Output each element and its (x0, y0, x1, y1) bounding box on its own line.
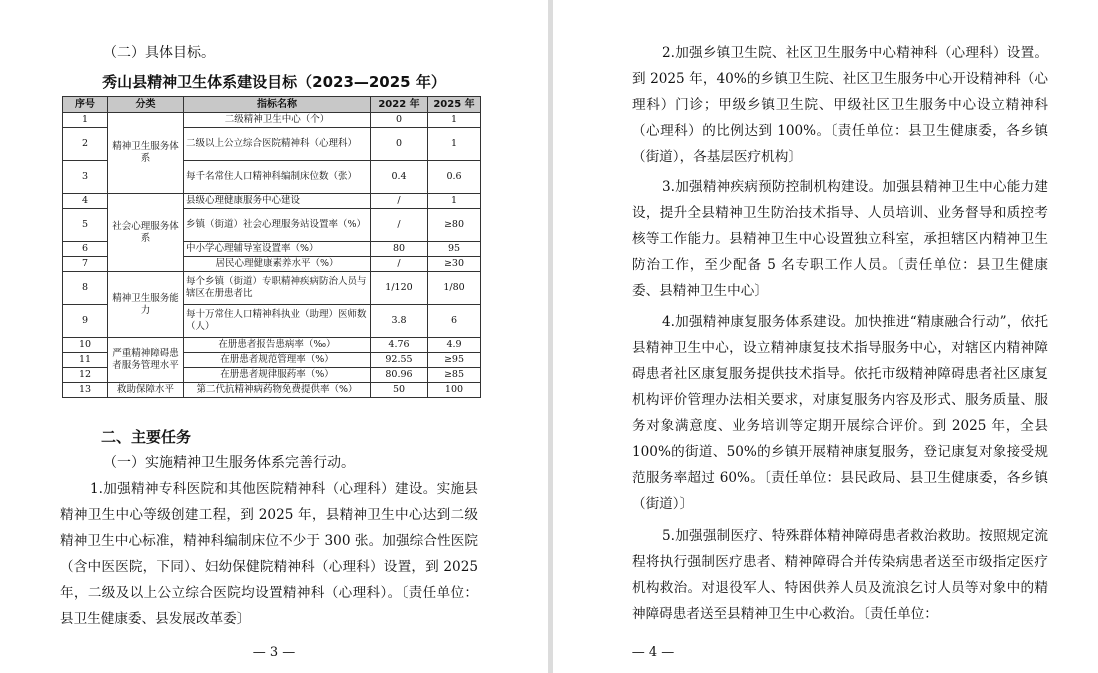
value-2025: 1 (428, 128, 481, 161)
row-no: 11 (63, 353, 108, 368)
category-cell: 严重精神障碍患者服务管理水平 (108, 338, 184, 383)
row-no: 10 (63, 338, 108, 353)
indicator-name: 二级精神卫生中心（个） (184, 113, 371, 128)
category-cell: 精神卫生服务体系 (108, 113, 184, 194)
indicator-name: 每十万常住人口精神科执业（助理）医师数（人） (184, 305, 371, 338)
row-no: 9 (63, 305, 108, 338)
paragraph-4: 4.加强精神康复服务体系建设。加快推进“精康融合行动”，依托县精神卫生中心，设立精神康复技术指导服务中心，对辖区内精神障碍患者社区康复服务提供技术指导。依托市级精神障碍患者社区康复机构评价管理办法相关要求，对康复服务内容及形式、服务质量、服务对象满意度、业务培训等定期开展综合评价。到 2025 年，全县 100%的街道、50%的乡镇开展精神康复服务，登记康复对象接受规范服务率超过 60%。〔责任单位：县民政局、县卫生健康委，各乡镇（街道）〕 (632, 314, 1048, 512)
paragraph-3: 3.加强精神疾病预防控制机构建设。加强县精神卫生中心能力建设，提升全县精神卫生防治技术指导、人员培训、业务督导和质控考核等工作能力。县精神卫生中心设置独立科室，承担辖区内精神卫生防治工作，至少配备 5 名专职工作人员。〔责任单位：县卫生健康委、县精神卫生中心〕 (632, 179, 1048, 299)
heading-main-tasks: 二、主要任务 (101, 428, 192, 446)
indicator-name: 居民心理健康素养水平（%） (184, 257, 371, 272)
value-2022: 3.8 (371, 305, 428, 338)
page-number-left: — 3 — (252, 645, 296, 660)
table-row (63, 113, 481, 128)
table-row (63, 338, 481, 353)
indicator-name: 乡镇（街道）社会心理服务站设置率（%） (184, 209, 371, 242)
row-no: 2 (63, 128, 108, 161)
category-cell: 社会心理服务体系 (108, 194, 184, 272)
indicator-name: 每个乡镇（街道）专职精神疾病防治人员与辖区在册患者比 (184, 272, 371, 305)
paragraph-2: 2.加强乡镇卫生院、社区卫生服务中心精神科（心理科）设置。到 2025 年，40%的乡镇卫生院、社区卫生服务中心开设精神科（心理科）门诊；甲级乡镇卫生院、甲级社区卫生服务中心设立精神科（心理科）的比例达到 100%。〔责任单位：县卫生健康委，各乡镇（街道），各基层医疗机构〕 (632, 45, 1048, 165)
indicator-name: 二级以上公立综合医院精神科（心理科） (184, 128, 371, 161)
value-2025: ≥30 (428, 257, 481, 272)
indicator-name: 县级心理健康服务中心建设 (184, 194, 371, 209)
value-2022: 80 (371, 242, 428, 257)
value-2022: / (371, 209, 428, 242)
row-no: 6 (63, 242, 108, 257)
value-2025: 0.6 (428, 161, 481, 194)
category-cell: 救助保障水平 (108, 383, 184, 398)
value-2025: 4.9 (428, 338, 481, 353)
goals-table (62, 96, 481, 398)
row-no: 13 (63, 383, 108, 398)
header-no: 序号 (63, 97, 108, 113)
header-2022: 2022 年 (371, 97, 428, 113)
row-no: 1 (63, 113, 108, 128)
header-indicator: 指标名称 (184, 97, 371, 113)
value-2022: / (371, 257, 428, 272)
header-category: 分类 (108, 97, 184, 113)
value-2022: 92.55 (371, 353, 428, 368)
indicator-name: 每千名常住人口精神科编制床位数（张） (184, 161, 371, 194)
table-row (63, 194, 481, 209)
value-2025: 1 (428, 113, 481, 128)
indicator-name: 在册患者规律服药率（%） (184, 368, 371, 383)
table-row (63, 383, 481, 398)
value-2022: 0 (371, 113, 428, 128)
indicator-name: 在册患者报告患病率（‰） (184, 338, 371, 353)
row-no: 12 (63, 368, 108, 383)
value-2025: 1/80 (428, 272, 481, 305)
value-2025: 1 (428, 194, 481, 209)
value-2022: 4.76 (371, 338, 428, 353)
value-2025: ≥95 (428, 353, 481, 368)
value-2022: / (371, 194, 428, 209)
table-header-row (63, 97, 481, 113)
header-2025: 2025 年 (428, 97, 481, 113)
page-left (0, 0, 548, 673)
value-2025: 100 (428, 383, 481, 398)
category-cell: 精神卫生服务能力 (108, 272, 184, 338)
paragraph-5: 5.加强强制医疗、特殊群体精神障碍患者救治救助。按照规定流程将执行强制医疗患者、精神障碍合并传染病患者送至市级指定医疗机构救治。对退役军人、特困供养人员及流浪乞讨人员等对象中的精神障碍患者送至县精神卫生中心救治。〔责任单位： (632, 528, 1048, 622)
value-2022: 0.4 (371, 161, 428, 194)
value-2022: 0 (371, 128, 428, 161)
table-title: 秀山县精神卫生体系建设目标（2023—2025 年） (102, 73, 446, 91)
indicator-name: 中小学心理辅导室设置率（%） (184, 242, 371, 257)
row-no: 3 (63, 161, 108, 194)
row-no: 5 (63, 209, 108, 242)
table-row (63, 272, 481, 305)
value-2022: 1/120 (371, 272, 428, 305)
row-no: 7 (63, 257, 108, 272)
value-2025: 6 (428, 305, 481, 338)
subheading-service-system: （一）实施精神卫生服务体系完善行动。 (103, 455, 355, 471)
indicator-name: 在册患者规范管理率（%） (184, 353, 371, 368)
page-number-right: — 4 — (631, 645, 675, 660)
indicator-name: 第二代抗精神病药物免费提供率（%） (184, 383, 371, 398)
value-2025: 95 (428, 242, 481, 257)
value-2025: ≥85 (428, 368, 481, 383)
value-2025: ≥80 (428, 209, 481, 242)
value-2022: 80.96 (371, 368, 428, 383)
section-goal: （二）具体目标。 (103, 45, 215, 61)
row-no: 8 (63, 272, 108, 305)
row-no: 4 (63, 194, 108, 209)
paragraph-1: 1.加强精神专科医院和其他医院精神科（心理科）建设。实施县精神卫生中心等级创建工程，到 2025 年，县精神卫生中心达到二级精神卫生中心标准，精神科编制床位不少于 300 张。加强综合性医院（含中医医院，下同）、妇幼保健院精神科（心理科）设置，到 2025 年，二级及以上公立综合医院均设置精神科（心理科）。〔责任单位：县卫生健康委、县发展改革委〕 (60, 481, 478, 627)
value-2022: 50 (371, 383, 428, 398)
